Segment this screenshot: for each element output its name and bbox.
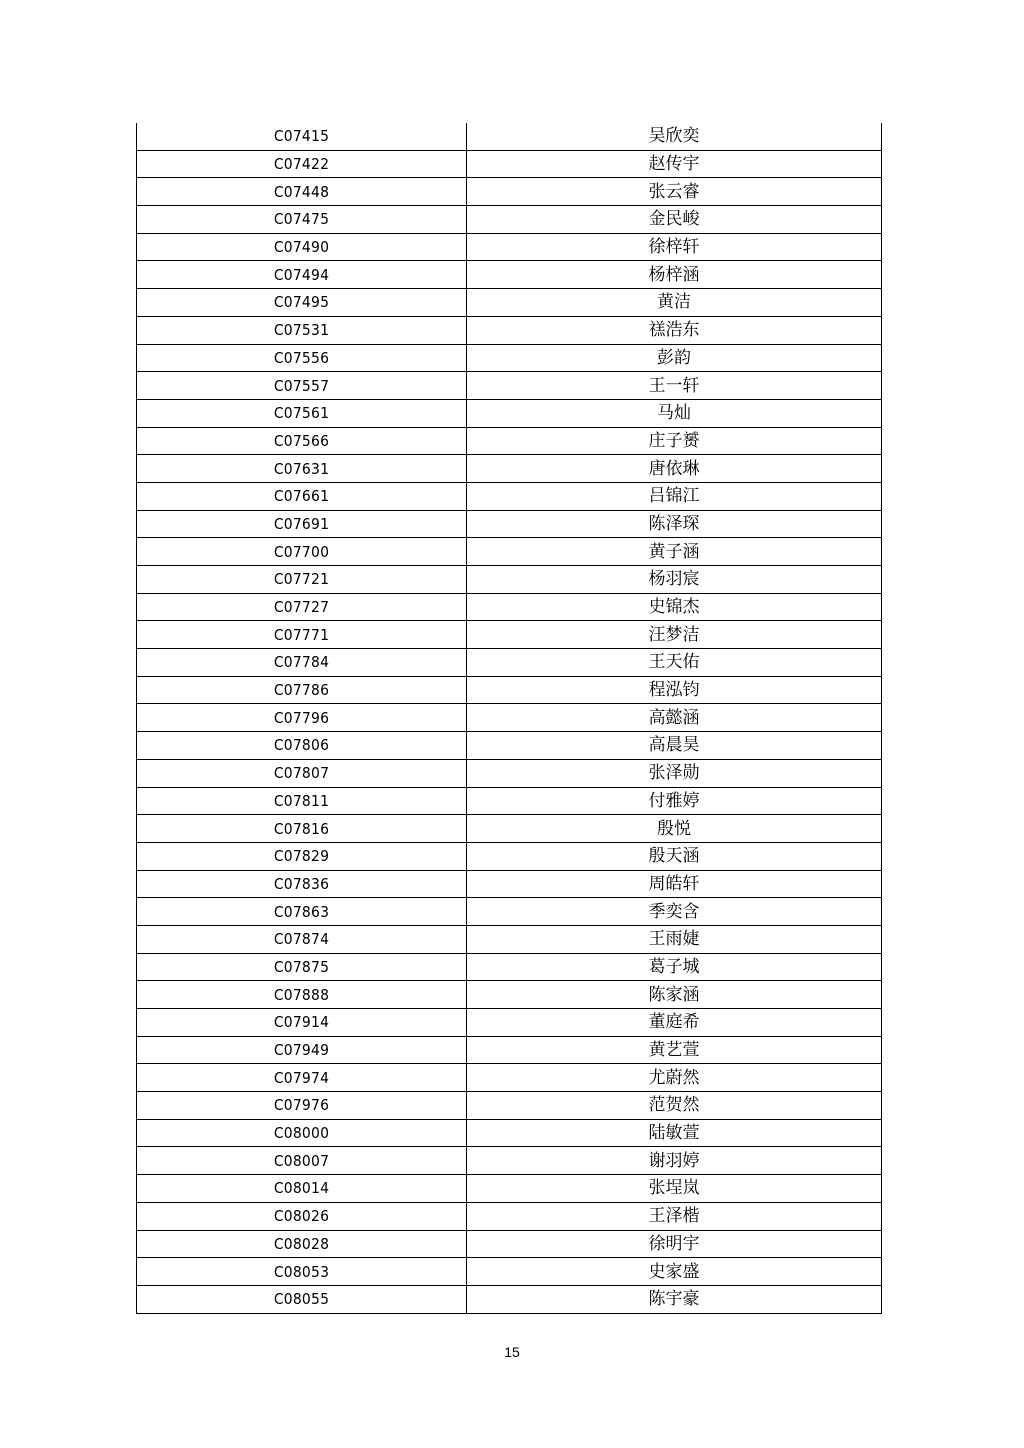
table-row bbox=[137, 732, 882, 760]
student-name-cell: 高晨昊 bbox=[467, 732, 882, 760]
student-name-cell: 吕锦江 bbox=[467, 482, 882, 510]
table-row bbox=[137, 455, 882, 483]
student-name-cell: 王雨婕 bbox=[467, 925, 882, 953]
student-id-cell: C07807 bbox=[137, 759, 467, 787]
table-row bbox=[137, 1230, 882, 1258]
roster-table-body bbox=[137, 123, 882, 1313]
student-id-cell: C07974 bbox=[137, 1064, 467, 1092]
student-name-cell: 陈宇豪 bbox=[467, 1285, 882, 1313]
student-id-cell: C07888 bbox=[137, 981, 467, 1009]
student-name-cell: 杨梓涵 bbox=[467, 261, 882, 289]
student-name-cell: 张云睿 bbox=[467, 178, 882, 206]
student-id-cell: C07829 bbox=[137, 842, 467, 870]
student-id-cell: C07816 bbox=[137, 815, 467, 843]
table-row bbox=[137, 953, 882, 981]
student-name-cell: 陆敏萱 bbox=[467, 1119, 882, 1147]
table-row bbox=[137, 704, 882, 732]
student-name-cell: 唐依琳 bbox=[467, 455, 882, 483]
student-id-cell: C07784 bbox=[137, 649, 467, 677]
student-id-cell: C07557 bbox=[137, 372, 467, 400]
student-id-cell: C07786 bbox=[137, 676, 467, 704]
page-number: 15 bbox=[504, 1344, 520, 1360]
student-name-cell: 陈家涵 bbox=[467, 981, 882, 1009]
student-name-cell: 黄洁 bbox=[467, 289, 882, 317]
student-id-cell: C08053 bbox=[137, 1258, 467, 1286]
student-id-cell: C07721 bbox=[137, 566, 467, 594]
student-name-cell: 赵传宇 bbox=[467, 150, 882, 178]
student-id-cell: C07875 bbox=[137, 953, 467, 981]
student-name-cell: 马灿 bbox=[467, 399, 882, 427]
student-name-cell: 尤蔚然 bbox=[467, 1064, 882, 1092]
student-name-cell: 殷悦 bbox=[467, 815, 882, 843]
table-row bbox=[137, 344, 882, 372]
table-row bbox=[137, 372, 882, 400]
student-name-cell: 杨羽宸 bbox=[467, 566, 882, 594]
table-row bbox=[137, 178, 882, 206]
student-name-cell: 高懿涵 bbox=[467, 704, 882, 732]
student-id-cell: C07661 bbox=[137, 482, 467, 510]
student-id-cell: C07448 bbox=[137, 178, 467, 206]
student-id-cell: C07863 bbox=[137, 898, 467, 926]
table-row bbox=[137, 123, 882, 150]
roster-table bbox=[136, 123, 882, 1314]
table-row bbox=[137, 898, 882, 926]
table-row bbox=[137, 621, 882, 649]
student-id-cell: C07976 bbox=[137, 1092, 467, 1120]
student-name-cell: 禚浩东 bbox=[467, 316, 882, 344]
student-name-cell: 徐梓轩 bbox=[467, 233, 882, 261]
table-row bbox=[137, 399, 882, 427]
student-id-cell: C07475 bbox=[137, 206, 467, 234]
student-id-cell: C08007 bbox=[137, 1147, 467, 1175]
table-row bbox=[137, 261, 882, 289]
student-name-cell: 吴欣奕 bbox=[467, 123, 882, 150]
student-id-cell: C08055 bbox=[137, 1285, 467, 1313]
student-name-cell: 范贺然 bbox=[467, 1092, 882, 1120]
table-row bbox=[137, 925, 882, 953]
table-row bbox=[137, 538, 882, 566]
student-id-cell: C07874 bbox=[137, 925, 467, 953]
student-id-cell: C07631 bbox=[137, 455, 467, 483]
student-id-cell: C07771 bbox=[137, 621, 467, 649]
student-id-cell: C07914 bbox=[137, 1009, 467, 1037]
table-row bbox=[137, 981, 882, 1009]
student-name-cell: 黄子涵 bbox=[467, 538, 882, 566]
table-row bbox=[137, 1036, 882, 1064]
student-name-cell: 汪梦洁 bbox=[467, 621, 882, 649]
student-name-cell: 庄子赟 bbox=[467, 427, 882, 455]
table-row bbox=[137, 206, 882, 234]
table-row bbox=[137, 1009, 882, 1037]
student-name-cell: 陈泽琛 bbox=[467, 510, 882, 538]
table-row bbox=[137, 289, 882, 317]
student-name-cell: 张埕岚 bbox=[467, 1175, 882, 1203]
student-name-cell: 付雅婷 bbox=[467, 787, 882, 815]
table-row bbox=[137, 1119, 882, 1147]
student-name-cell: 王一轩 bbox=[467, 372, 882, 400]
student-name-cell: 葛子城 bbox=[467, 953, 882, 981]
student-id-cell: C08014 bbox=[137, 1175, 467, 1203]
student-id-cell: C07700 bbox=[137, 538, 467, 566]
student-name-cell: 王泽楷 bbox=[467, 1202, 882, 1230]
table-row bbox=[137, 1064, 882, 1092]
student-id-cell: C08026 bbox=[137, 1202, 467, 1230]
table-row bbox=[137, 150, 882, 178]
student-name-cell: 王天佑 bbox=[467, 649, 882, 677]
table-row bbox=[137, 1092, 882, 1120]
student-id-cell: C07422 bbox=[137, 150, 467, 178]
student-id-cell: C07691 bbox=[137, 510, 467, 538]
table-row bbox=[137, 1285, 882, 1313]
student-id-cell: C07415 bbox=[137, 123, 467, 150]
table-row bbox=[137, 649, 882, 677]
student-name-cell: 徐明宇 bbox=[467, 1230, 882, 1258]
student-id-cell: C07836 bbox=[137, 870, 467, 898]
student-id-cell: C07566 bbox=[137, 427, 467, 455]
student-name-cell: 程泓钧 bbox=[467, 676, 882, 704]
student-name-cell: 殷天涵 bbox=[467, 842, 882, 870]
student-id-cell: C07495 bbox=[137, 289, 467, 317]
student-id-cell: C07811 bbox=[137, 787, 467, 815]
table-row bbox=[137, 316, 882, 344]
student-name-cell: 黄艺萱 bbox=[467, 1036, 882, 1064]
student-name-cell: 彭韵 bbox=[467, 344, 882, 372]
table-row bbox=[137, 815, 882, 843]
table-row bbox=[137, 233, 882, 261]
table-row bbox=[137, 842, 882, 870]
student-id-cell: C07561 bbox=[137, 399, 467, 427]
student-name-cell: 史家盛 bbox=[467, 1258, 882, 1286]
table-row bbox=[137, 676, 882, 704]
table-row bbox=[137, 482, 882, 510]
student-name-cell: 董庭希 bbox=[467, 1009, 882, 1037]
table-row bbox=[137, 787, 882, 815]
table-row bbox=[137, 1258, 882, 1286]
student-name-cell: 季奕含 bbox=[467, 898, 882, 926]
table-row bbox=[137, 566, 882, 594]
student-name-cell: 张泽勋 bbox=[467, 759, 882, 787]
table-row bbox=[137, 510, 882, 538]
table-row bbox=[137, 427, 882, 455]
student-name-cell: 周皓轩 bbox=[467, 870, 882, 898]
table-row bbox=[137, 593, 882, 621]
table-row bbox=[137, 1147, 882, 1175]
student-id-cell: C07727 bbox=[137, 593, 467, 621]
student-id-cell: C07796 bbox=[137, 704, 467, 732]
student-id-cell: C08028 bbox=[137, 1230, 467, 1258]
table-row bbox=[137, 1175, 882, 1203]
student-id-cell: C07490 bbox=[137, 233, 467, 261]
table-row bbox=[137, 870, 882, 898]
student-name-cell: 史锦杰 bbox=[467, 593, 882, 621]
student-id-cell: C07806 bbox=[137, 732, 467, 760]
student-name-cell: 谢羽婷 bbox=[467, 1147, 882, 1175]
student-id-cell: C07949 bbox=[137, 1036, 467, 1064]
student-name-cell: 金民峻 bbox=[467, 206, 882, 234]
student-id-cell: C07531 bbox=[137, 316, 467, 344]
table-row bbox=[137, 759, 882, 787]
table-row bbox=[137, 1202, 882, 1230]
student-id-cell: C07556 bbox=[137, 344, 467, 372]
student-id-cell: C07494 bbox=[137, 261, 467, 289]
student-id-cell: C08000 bbox=[137, 1119, 467, 1147]
